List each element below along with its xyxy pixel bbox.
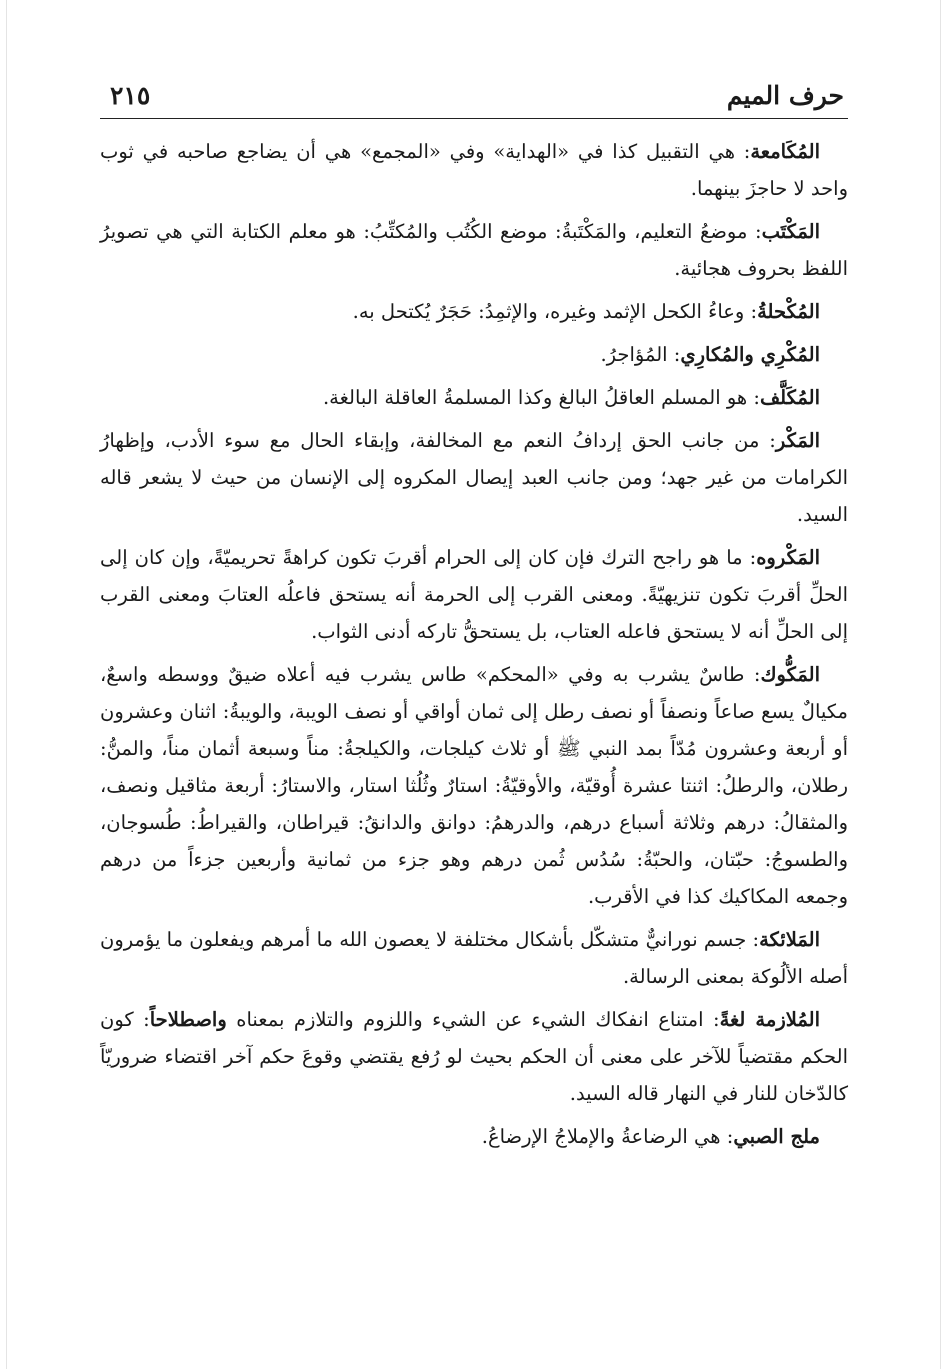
running-title: حرف الميم [726, 81, 844, 110]
entry-definition: : هو المسلم العاقلُ البالغ وكذا المسلمةُ العاقلة البالغة. [322, 386, 760, 409]
entry-definition: : ما هو راجح الترك فإن كان إلى الحرام أقربَ تكون كراهةً تحريميّةً، وإن كان إلى الحلِّ أقربَ تكون تنزيهيّةً. ومعنى القرب إلى الحرمة أنه يستحق فاعلُه العتابَ ومعنى القرب إلى الحلِّ أنه لا يستحق فاعله العتاب، بل يستحقُّ تاركه أدنى الثواب. [100, 546, 848, 643]
entry-term: المُكَامعة [750, 140, 820, 163]
entry-definition: : طاسٌ يشرب به وفي «المحكم» طاس يشرب فيه أعلاه ضيقٌ ووسطه واسعٌ، مكيالٌ يسع صاعاً ونصفاً أو نصف رطل إلى ثمان أواقي أو نصف الويبة، والويبةُ: اثنان وعشرون أو أربعة وعشرون مُدّاً بمد النبي ﷺ أو ثلاث كيلجات، والكيلجةُ: مناً وسبعة أثمان مناً، والمنُّ: رطلان، والرطلُ: اثنتا عشرة أُوقيّة، والأوقيّةُ: استارٌ وثُلُثا استار، والاستارُ: أربعة مثاقيل ونصف، والمثقالُ: درهم وثلاثة أسباع درهم، والدرهمُ: دوانق والدانقُ: قيراطان، والقيراطُ: طُسوجان، والطسوجُ: حبّتان، والحبّةُ: سُدُس ثُمن درهم وهو جزء من ثمانية وأربعين جزءاً من درهم وجمعه المكاكيك كذا في الأقرب. [100, 663, 848, 908]
entry-definition: : هي التقبيل كذا في «الهداية» وفي «المجمع» هي أن يضاجع صاحبه في ثوب واحد لا حاجزَ بينهما. [100, 140, 848, 200]
entry-subdefinition: : كون الحكم مقتضياً للآخر على معنى أن الحكم بحيث لو رُفع يقتضي وقوعَ حكم آخر اقتضاء ضروريّاً كالدّخان للنار في النهار قاله السيد. [100, 1008, 848, 1105]
dictionary-entry [100, 379, 848, 416]
entry-term: المُكْحلةُ [757, 300, 820, 323]
dictionary-entry [100, 539, 848, 650]
dictionary-entry [100, 133, 848, 207]
entry-definition: : هي الرضاعةُ والإملاجُ الإرضاعُ. [481, 1125, 734, 1148]
entry-term: المُلازمة لغةً [719, 1008, 821, 1031]
entry-term: المُكَلَّف [759, 386, 820, 409]
dictionary-entry [100, 293, 848, 330]
entry-definition: : المُؤاجرُ. [600, 343, 681, 366]
dictionary-entry [100, 656, 848, 915]
page-edge [6, 0, 7, 1369]
dictionary-entry [100, 422, 848, 533]
entry-term: المَلائكة [759, 928, 820, 951]
dictionary-entry [100, 1001, 848, 1112]
header-rule [100, 118, 848, 119]
entry-definition: : امتناع انفكاك الشيء عن الشيء واللزوم والتلازم بمعناه [236, 1008, 720, 1031]
entry-definition: : جسم نورانيٌّ متشكّل بأشكال مختلفة لا يعصون الله ما أمرهم ويفعلون ما يؤمرون أصله الألُوكة بمعنى الرسالة. [100, 928, 848, 988]
dictionary-entry [100, 213, 848, 287]
entry-definition: : وعاءُ الكحل الإثمد وغيره، والإثمِدُ: حَجَرٌ يُكتحل به. [352, 300, 758, 323]
document-page [100, 70, 848, 1161]
dictionary-entry [100, 921, 848, 995]
page-edge [940, 0, 941, 1369]
dictionary-entry [100, 336, 848, 373]
page-header [100, 70, 848, 110]
entry-term: المَكْر [775, 429, 820, 452]
page-number: ٢١٥ [110, 81, 151, 110]
entry-term: المَكْتَب [761, 220, 820, 243]
entry-term: المَكُّوك [760, 663, 820, 686]
entry-term: المُكْرِي والمُكارِي [680, 343, 820, 366]
entry-definition: : موضعُ التعليم، والمَكْتَبةُ: موضع الكُتُب والمُكتِّبُ: هو معلم الكتابة التي هي تصويرُ اللفظ بحروف هجائية. [100, 220, 848, 280]
dictionary-entry [100, 1118, 848, 1155]
entry-term: ملج الصبي [733, 1125, 820, 1148]
entry-definition: : من جانب الحق إردافُ النعم مع المخالفة، وإبقاء الحال مع سوء الأدب، وإظهارُ الكرامات من غير جهد؛ ومن جانب العبد إيصال المكروه إلى الإنسان من حيث لا يشعر قاله السيد. [100, 429, 848, 526]
entry-subterm: واصطلاحاً [149, 1008, 227, 1031]
entry-term: المَكْروه [756, 546, 820, 569]
